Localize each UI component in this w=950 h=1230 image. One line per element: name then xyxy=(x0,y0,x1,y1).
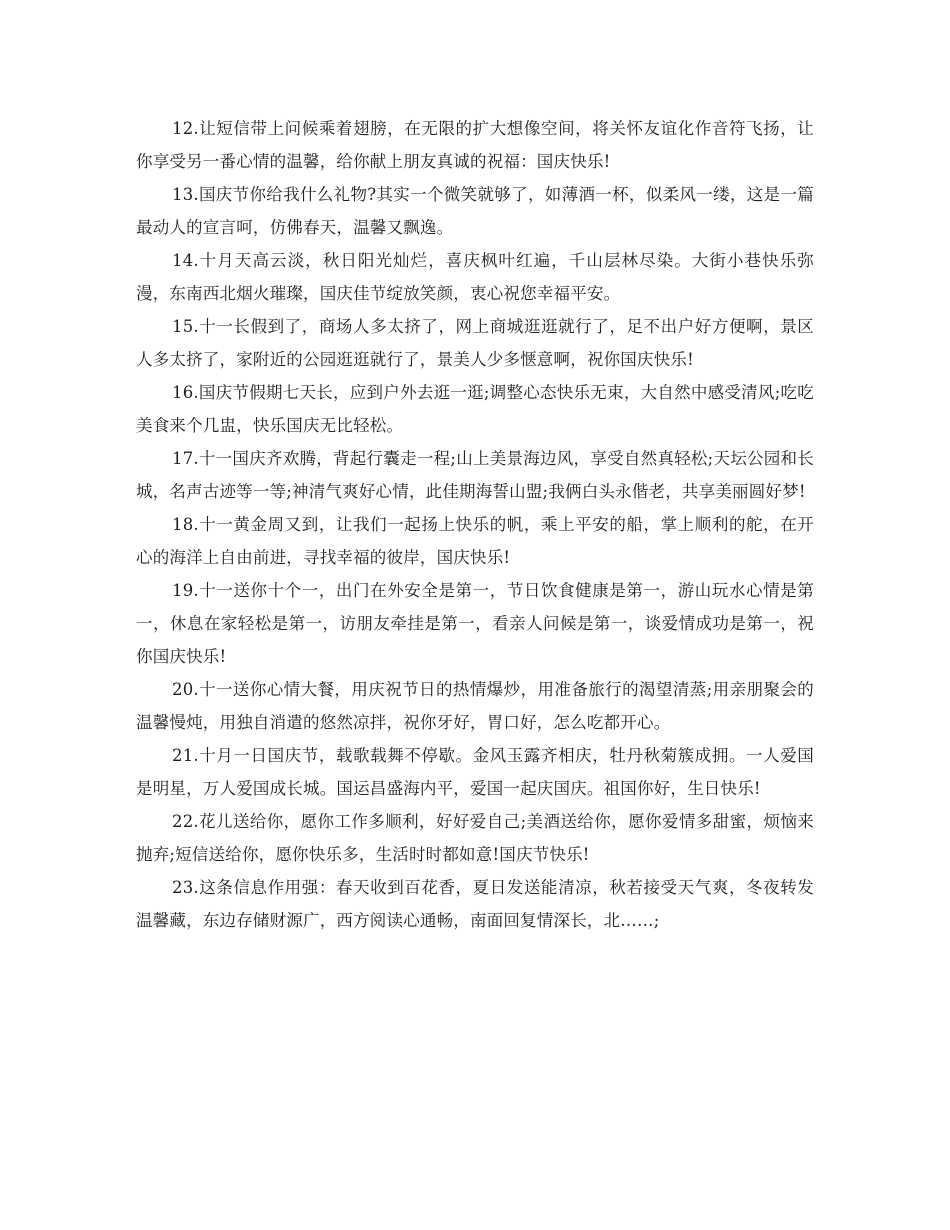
paragraph-21: 21.十月一日国庆节，载歌载舞不停歇。金风玉露齐相庆，牡丹秋菊簇成拥。一人爱国是明星，万人爱国成长城。国运昌盛海内平，爱国一起庆国庆。祖国你好，生日快乐! xyxy=(136,746,814,798)
paragraph-18: 18.十一黄金周又到，让我们一起扬上快乐的帆，乘上平安的船，掌上顺利的舵，在开心的海洋上自由前进，寻找幸福的彼岸，国庆快乐! xyxy=(136,515,814,567)
paragraph-13: 13.国庆节你给我什么礼物?其实一个微笑就够了，如薄酒一杯，似柔风一缕，这是一篇最动人的宣言呵，仿佛春天，温馨又飘逸。 xyxy=(136,185,814,237)
paragraph-15: 15.十一长假到了，商场人多太挤了，网上商城逛逛就行了，足不出户好方便啊，景区人多太挤了，家附近的公园逛逛就行了，景美人少多惬意啊，祝你国庆快乐! xyxy=(136,317,814,369)
paragraph-23: 23.这条信息作用强：春天收到百花香，夏日发送能清凉，秋若接受天气爽，冬夜转发温馨藏，东边存储财源广，西方阅读心通畅，南面回复情深长，北……; xyxy=(136,878,814,930)
document-body xyxy=(136,112,814,937)
paragraph-14: 14.十月天高云淡，秋日阳光灿烂，喜庆枫叶红遍，千山层林尽染。大街小巷快乐弥漫，东南西北烟火璀璨，国庆佳节绽放笑颜，衷心祝您幸福平安。 xyxy=(136,251,814,303)
paragraph-17: 17.十一国庆齐欢腾，背起行囊走一程;山上美景海边风，享受自然真轻松;天坛公园和长城，名声古迹等一等;神清气爽好心情，此佳期海誓山盟;我俩白头永偕老，共享美丽圆好梦! xyxy=(136,449,814,501)
paragraph-16: 16.国庆节假期七天长，应到户外去逛一逛;调整心态快乐无束，大自然中感受清风;吃吃美食来个几盅，快乐国庆无比轻松。 xyxy=(136,383,814,435)
paragraph-12: 12.让短信带上问候乘着翅膀，在无限的扩大想像空间，将关怀友谊化作音符飞扬，让你享受另一番心情的温馨，给你献上朋友真诚的祝福：国庆快乐! xyxy=(136,119,814,171)
paragraph-22: 22.花儿送给你，愿你工作多顺利，好好爱自己;美酒送给你，愿你爱情多甜蜜，烦恼来抛弃;短信送给你，愿你快乐多，生活时时都如意!国庆节快乐! xyxy=(136,812,814,864)
paragraph-19: 19.十一送你十个一，出门在外安全是第一，节日饮食健康是第一，游山玩水心情是第一，休息在家轻松是第一，访朋友牵挂是第一，看亲人问候是第一，谈爱情成功是第一，祝你国庆快乐! xyxy=(136,581,814,666)
paragraph-20: 20.十一送你心情大餐，用庆祝节日的热情爆炒，用准备旅行的渴望清蒸;用亲朋聚会的温馨慢炖，用独自消遣的悠然凉拌，祝你牙好，胃口好，怎么吃都开心。 xyxy=(136,680,814,732)
